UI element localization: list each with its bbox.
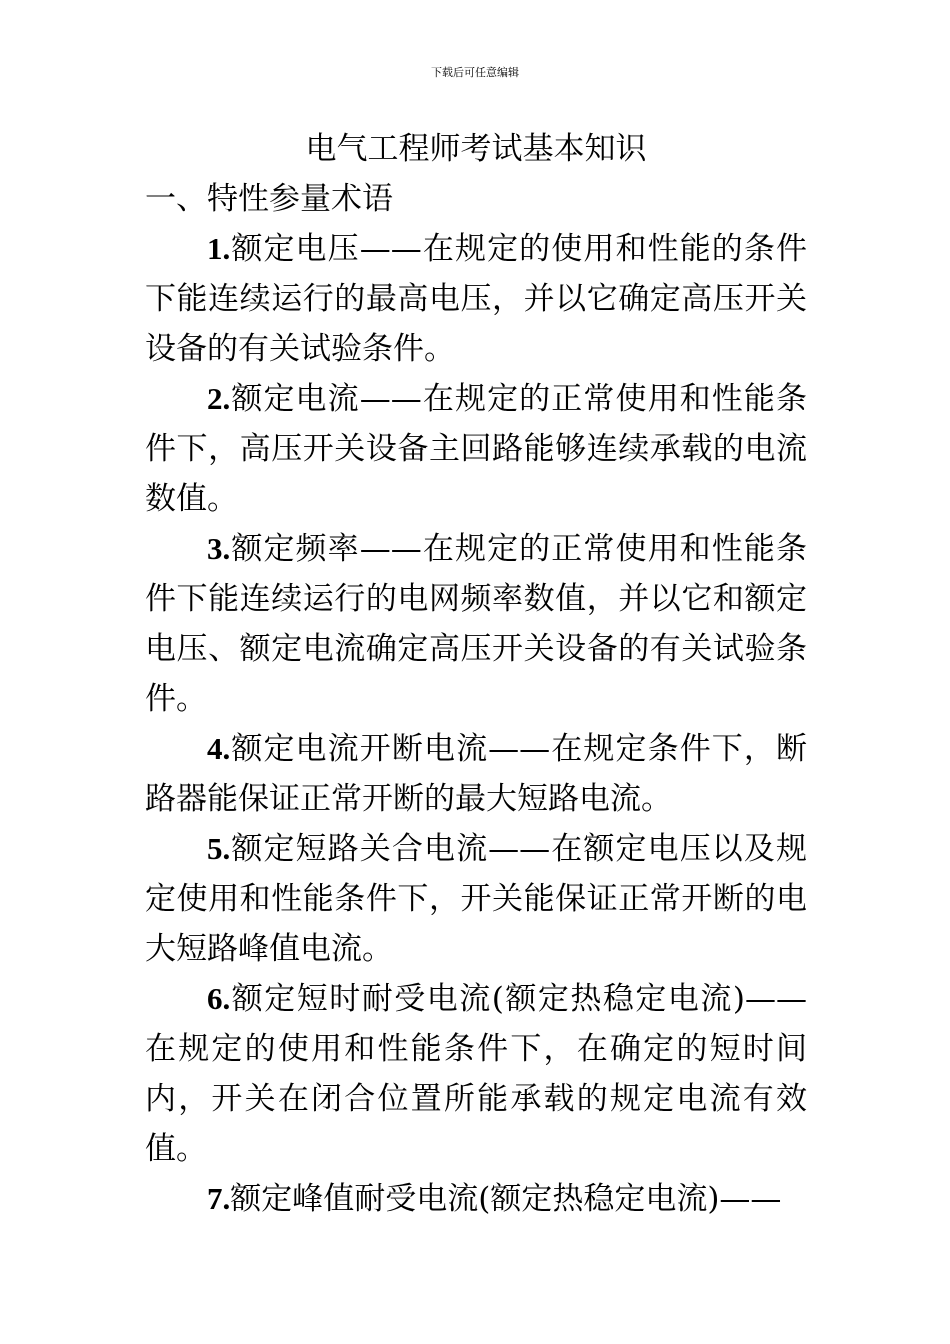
- term-text: 额定电压——在规定的使用和性能的条件下能连续运行的最高电压，并以它确定高压开关设备的有关试验条件。: [145, 231, 807, 367]
- term-text: 额定短时耐受电流(额定热稳定电流)——在规定的使用和性能条件下，在确定的短时间内，开关在闭合位置所能承载的规定电流有效值。: [145, 981, 807, 1167]
- term-paragraph-7: [145, 1174, 807, 1224]
- term-number: 3.: [207, 531, 231, 566]
- term-text: 额定电流——在规定的正常使用和性能条件下，高压开关设备主回路能够连续承载的电流数值。: [145, 381, 807, 517]
- term-number: 6.: [207, 981, 231, 1016]
- term-number: 4.: [207, 731, 231, 766]
- term-text: 额定电流开断电流——在规定条件下，断路器能保证正常开断的最大短路电流。: [145, 731, 807, 817]
- term-number: 5.: [207, 831, 231, 866]
- term-number: 7.: [207, 1181, 231, 1216]
- term-text: 额定峰值耐受电流(额定热稳定电流)——: [230, 1181, 782, 1217]
- header-note: 下载后可任意编辑: [431, 66, 519, 79]
- term-number: 1.: [207, 231, 231, 266]
- term-paragraph-4: [145, 724, 807, 824]
- term-paragraph-1: [145, 224, 807, 374]
- document-body: [145, 124, 807, 1224]
- term-paragraph-2: [145, 374, 807, 524]
- section-heading: 一、特性参量术语: [145, 181, 393, 217]
- term-number: 2.: [207, 381, 231, 416]
- term-text: 额定频率——在规定的正常使用和性能条件下能连续运行的电网频率数值，并以它和额定电压、额定电流确定高压开关设备的有关试验条件。: [145, 531, 807, 717]
- term-paragraph-3: [145, 524, 807, 724]
- term-text: 额定短路关合电流——在额定电压以及规定使用和性能条件下，开关能保证正常开断的电大短路峰值电流。: [145, 831, 807, 967]
- document-title: 电气工程师考试基本知识: [305, 131, 647, 167]
- term-paragraph-6: [145, 974, 807, 1174]
- term-paragraph-5: [145, 824, 807, 974]
